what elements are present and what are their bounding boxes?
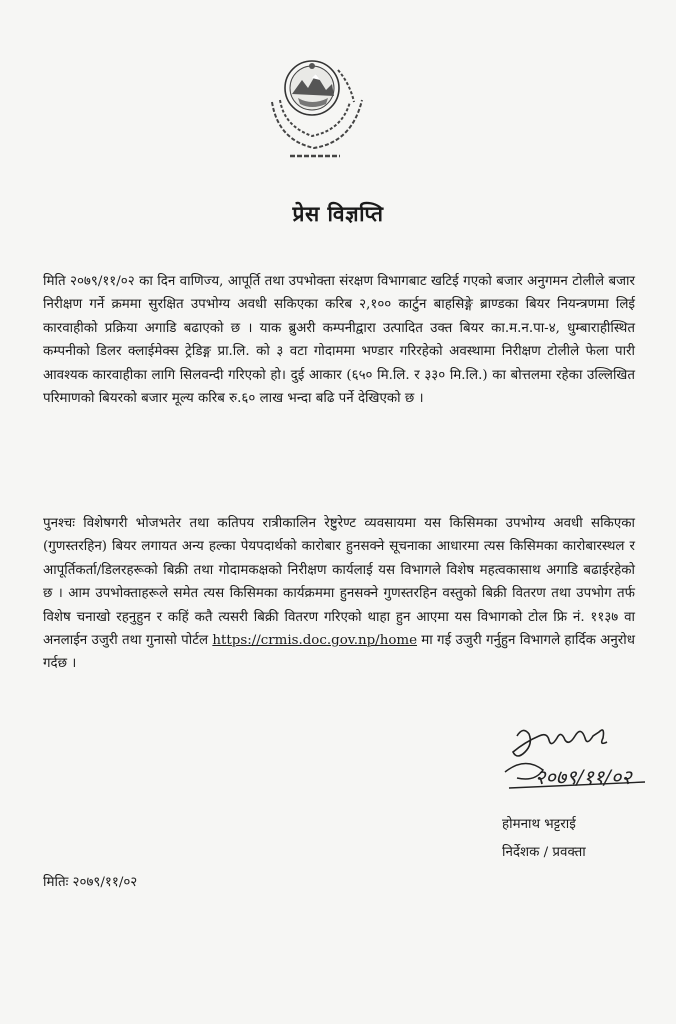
- body-paragraph-1: मिति २०७९/११/०२ का दिन वाणिज्य, आपूर्ति तथा उपभोक्ता संरक्षण विभागबाट खटिई गएको बजार अनुगमन टोलीले बजार निरीक्षण गर्ने क्रममा सुरक्षित उपभोग्य अवधी सकिएका करिब २,१०० कार्टुन बाहसिङ्गे ब्राण्डका बियर नियन्त्रणमा लिई कारवाहीको प्रक्रिया अगाडि बढाएको छ । याक ब्रुअरी कम्पनीद्वारा उत्पादित उक्त बियर का.म.न.पा-४, धुम्बाराहीस्थित कम्पनीको डिलर क्लाईमेक्स ट्रेडिङ्ग प्रा.लि. को ३ वटा गोदाममा भण्डार गरिरहेको अवस्थामा निरीक्षण टोलीले फेला पारी आवश्यक कारवाहीका लागि सिलवन्दी गरिएको हो। दुई आकार (६५० मि.लि. र ३३० मि.लि.) का बोत्तलमा रहेका उल्लिखित परिमाणको बियरको बजार मूल्य करिब रु.६० लाख भन्दा बढि पर्ने देखिएको छ ।: [43, 274, 635, 407]
- signatory-name: होमनाथ भट्टराई: [502, 817, 576, 832]
- complaint-portal-link[interactable]: https://crmis.doc.gov.np/home: [212, 633, 418, 649]
- handwritten-date: २०७९/११/०२: [535, 765, 632, 789]
- emblem-seal-icon: [250, 40, 400, 168]
- page-title: प्रेस विज्ञप्ति: [292, 201, 384, 226]
- signature-icon: [495, 712, 665, 802]
- handwritten-signature: [495, 712, 665, 802]
- footer-date: मितिः २०७९/११/०२: [43, 875, 138, 890]
- signatory-role: निर्देशक / प्रवक्ता: [502, 845, 586, 860]
- paragraph-2-text-end: मा गई उजुरी गर्नुहुन विभागले हार्दिक अनुरोध गर्दछ ।: [43, 633, 635, 672]
- body-paragraph-2: [43, 512, 635, 676]
- government-emblem: [250, 40, 400, 168]
- paragraph-2-text: पुनश्चः विशेषगरी भोजभतेर तथा कतिपय रात्रीकालिन रेष्टुरेण्ट व्यवसायमा यस किसिमका उपभोग्य अवधी सकिएका (गुणस्तरहिन) बियर लगायत अन्य हल्का पेयपदार्थको कारोबार हुनसक्ने सूचनाका आधारमा त्यस किसिमका कारोबारस्थल र आपूर्तिकर्ता/डिलरहरूको बिक्री तथा गोदामकक्षको निरीक्षण कार्यलाई यस विभागले विशेष महत्वकासाथ अगाडि बढाईरहेको छ । आम उपभोक्ताहरूले समेत त्यस किसिमका कार्यक्रममा हुनसक्ने गुणस्तरहिन वस्तुको बिक्री वितरण तथा उपभोग तर्फ विशेष चनाखो रहनुहुन र कहिं कतै त्यसरी बिक्री वितरण गरिएको थाहा हुन आएमा यस विभागको टोल फ्रि नं. ११३७ वा अनलाईन उजुरी तथा गुनासो पोर्टल: [43, 516, 635, 649]
